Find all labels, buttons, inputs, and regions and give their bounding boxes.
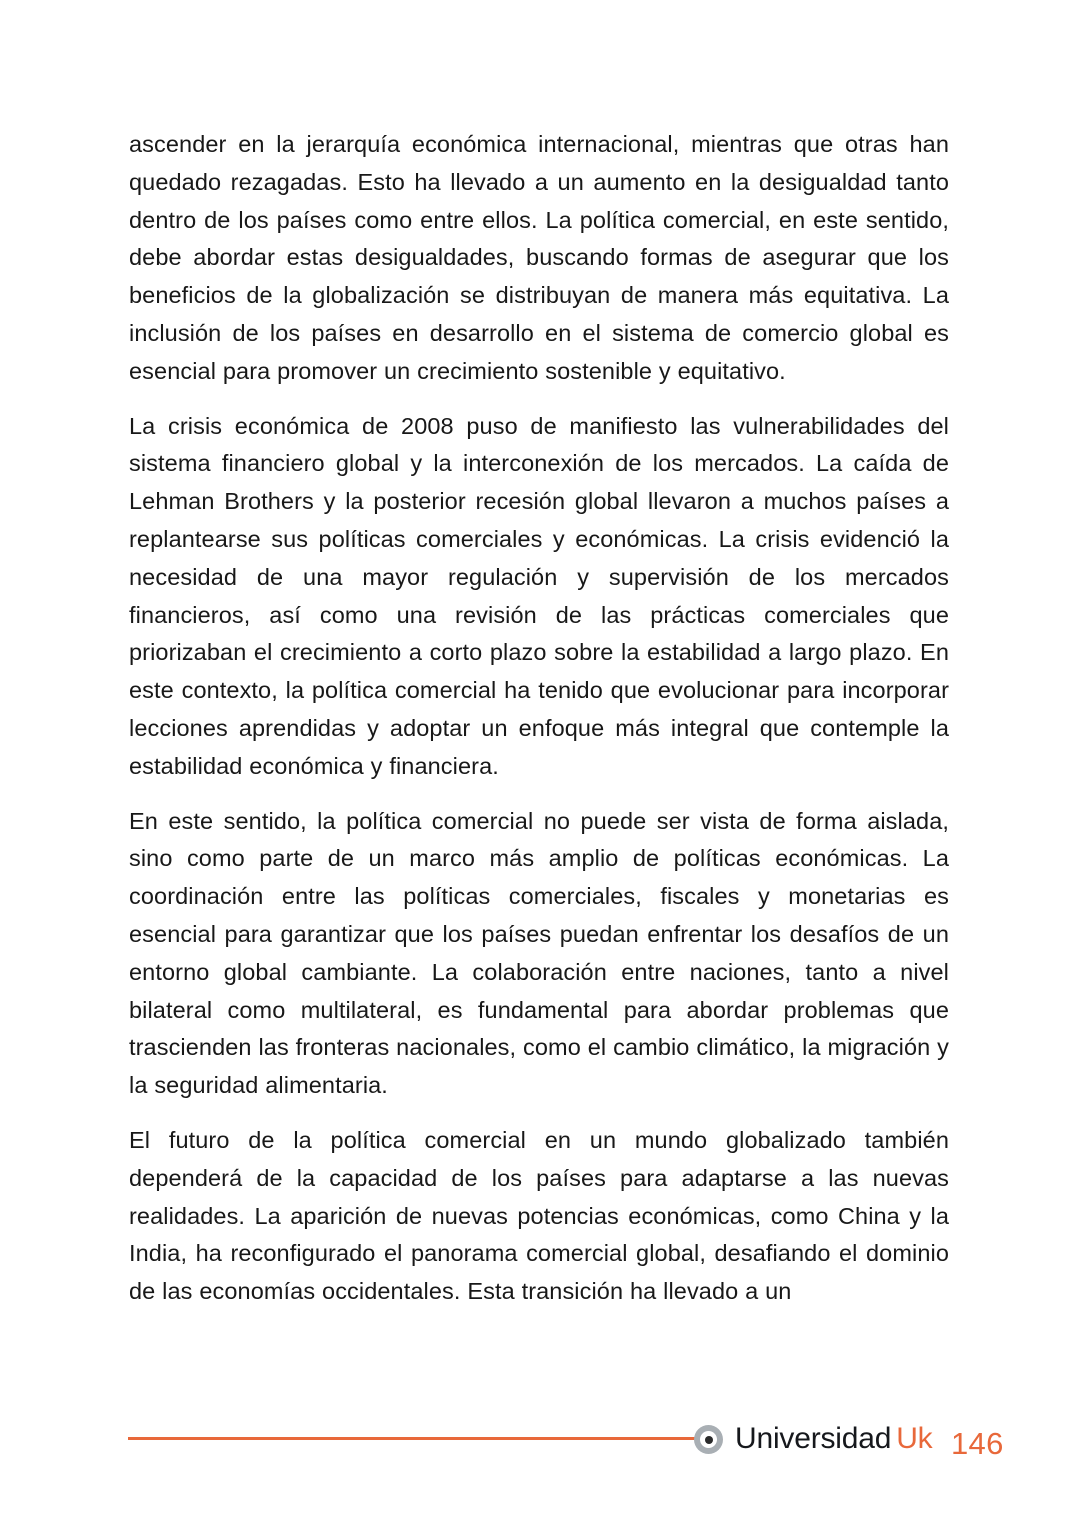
page-footer xyxy=(0,1408,1080,1488)
brand-name-main: Universidad xyxy=(735,1422,892,1455)
target-center-dot xyxy=(705,1436,713,1444)
paragraph: La crisis económica de 2008 puso de manifiesto las vulnerabilidades del sistema financiero global y la interconexión de los mercados. La caída de Lehman Brothers y la posterior recesión global llevaron a muchos países a replantearse sus políticas comerciales y económicas. La crisis evidenció la necesidad de una mayor regulación y supervisión de los mercados financieros, así como una revisión de las prácticas comerciales que priorizaban el crecimiento a corto plazo sobre la estabilidad a largo plazo. En este contexto, la política comercial ha tenido que evolucionar para incorporar lecciones aprendidas y adoptar un enfoque más integral que contemple la estabilidad económica y financiera. xyxy=(129,412,949,779)
paragraph: En este sentido, la política comercial no puede ser vista de forma aislada, sino como parte de un marco más amplio de políticas económicas. La coordinación entre las políticas comerciales, fiscales y monetarias es esencial para garantizar que los países puedan enfrentar los desafíos de un entorno global cambiante. La colaboración entre naciones, tanto a nivel bilateral como multilateral, es fundamental para abordar problemas que trascienden las fronteras nacionales, como el cambio climático, la migración y la seguridad alimentaria. xyxy=(129,807,949,1099)
page-number: 146 xyxy=(951,1426,1004,1461)
body-text-column xyxy=(129,126,949,1311)
footer-divider-rule xyxy=(128,1437,702,1440)
paragraph: ascender en la jerarquía económica internacional, mientras que otras han quedado rezagadas. Esto ha llevado a un aumento en la desigualdad tanto dentro de los países como entre ellos. La política comercial, en este sentido, debe abordar estas desigualdades, buscando formas de asegurar que los beneficios de la globalización se distribuyan de manera más equitativa. La inclusión de los países en desarrollo en el sistema de comercio global es esencial para promover un crecimiento sostenible y equitativo. xyxy=(129,131,949,384)
target-circle-icon xyxy=(694,1425,723,1454)
brand-name-accent: Uk xyxy=(896,1422,933,1455)
brand-wordmark xyxy=(735,1420,932,1458)
paragraph: El futuro de la política comercial en un mundo globalizado también dependerá de la capacidad de los países para adaptarse a las nuevas realidades. La aparición de nuevas potencias económicas, como China y la India, ha reconfigurado el panorama comercial global, desafiando el dominio de las economías occidentales. Esta transición ha llevado a un xyxy=(129,1126,949,1305)
